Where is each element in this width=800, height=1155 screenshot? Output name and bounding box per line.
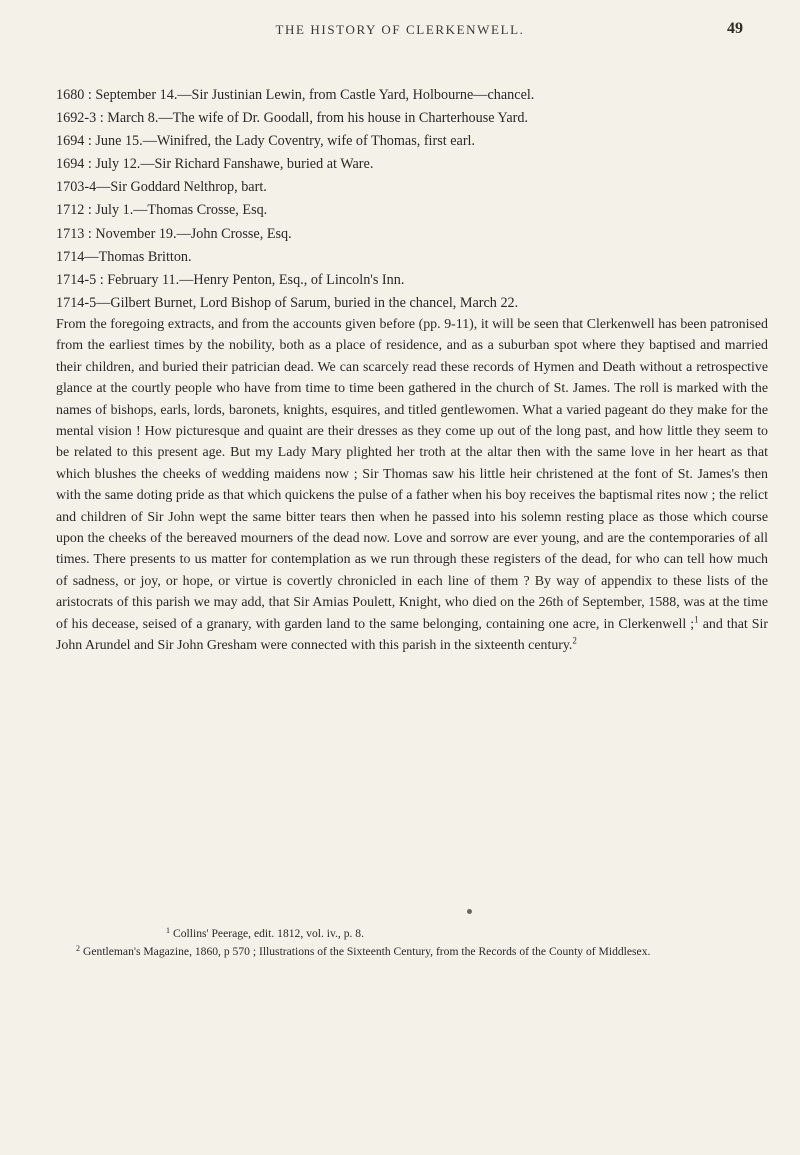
running-head bbox=[0, 20, 800, 44]
register-entry: 1712 : July 1.—Thomas Crosse, Esq. bbox=[56, 202, 268, 219]
footnote-text: Collins' Peerage, edit. 1812, vol. iv., p. 8. bbox=[173, 927, 365, 940]
burial-register-list bbox=[56, 84, 756, 315]
footnote-number: 1 bbox=[166, 926, 170, 935]
register-entry: 1714-5—Gilbert Burnet, Lord Bishop of Sarum, buried in the chancel, March 22. bbox=[56, 294, 519, 311]
footnote-ref-1: 1 bbox=[694, 614, 699, 625]
register-entry: 1713 : November 19.—John Crosse, Esq. bbox=[56, 225, 292, 242]
footnote-text: Gentleman's Magazine, 1860, p 570 ; Illustrations of the Sixteenth Century, from the Records of the County of Middlesex. bbox=[83, 944, 651, 958]
footnote-ref-2: 2 bbox=[572, 635, 577, 646]
footnote-1 bbox=[56, 924, 756, 942]
register-entry: 1714-5 : February 11.—Henry Penton, Esq., of Lincoln's Inn. bbox=[56, 271, 405, 288]
body-paragraph-continuation: and that Sir John Arundel and Sir John Gresham were connected with this parish in the sixteenth century. bbox=[56, 616, 769, 654]
page-number: 49 bbox=[727, 20, 743, 37]
footnote-number: 2 bbox=[76, 943, 80, 953]
register-entry: 1694 : July 12.—Sir Richard Fanshawe, buried at Ware. bbox=[56, 156, 374, 173]
footnotes bbox=[56, 924, 756, 959]
body-paragraph bbox=[56, 314, 768, 657]
running-title: THE HISTORY OF CLERKENWELL. bbox=[275, 22, 525, 37]
register-entry: 1703-4—Sir Goddard Nelthrop, bart. bbox=[56, 179, 267, 196]
register-entry: 1694 : June 15.—Winifred, the Lady Coventry, wife of Thomas, first earl. bbox=[56, 133, 476, 150]
register-entry: 1692-3 : March 8.—The wife of Dr. Goodall, from his house in Charterhouse Yard. bbox=[56, 110, 529, 127]
register-entry: 1714—Thomas Britton. bbox=[56, 248, 192, 265]
body-paragraph-text: From the foregoing extracts, and from the accounts given before (pp. 9-11), it will be seen that Clerkenwell has been patronised from the earliest times by the nobility, both as a place of residence, and as a suburban spot where they baptised and married their children, and buried their patrician dead. We can scarcely read these records of Hymen and Death without a retrospective glance at the courtly people who have from time to time been gathered in the church of St. James. The roll is marked with the names of bishops, earls, lords, baronets, knights, esquires, and titled gentlewomen. What a varied pageant do they make for the mental vision ! How picturesque and quaint are their dresses as they come up out of the long past, and how little they seem to be related to this present age. But my Lady Mary plighted her troth at the altar then with the same love in her heart as that which blushes the cheeks of wedding maidens now ; Sir Thomas saw his little heir christened at the font of St. James's then with the same doting pride as that which quickens the pulse of a father when his boy receives the baptismal rites now ; the relict and children of Sir John wept the same bitter tears then when he passed into his solemn resting place as those which course upon the cheeks of the bereaved mourners of the dead now. Love and sorrow are ever young, and are the contemporaries of all times. There presents to us matter for contemplation as we run through these registers of the dead, for who can tell how much of sadness, or joy, or hope, or virtue is covertly chronicled in each line of them ? By way of appendix to these lists of the aristocrats of this parish we may add, that Sir Amias Poulett, Knight, who died on the 26th of September, 1588, was at the time of his decease, seised of a granary, with garden land to the same belonging, containing one acre, in Clerkenwell ; bbox=[56, 317, 768, 632]
ornament-dot bbox=[467, 909, 472, 914]
register-entry: 1680 : September 14.—Sir Justinian Lewin, from Castle Yard, Holbourne—chancel. bbox=[56, 87, 535, 103]
footnote-2 bbox=[56, 942, 756, 960]
